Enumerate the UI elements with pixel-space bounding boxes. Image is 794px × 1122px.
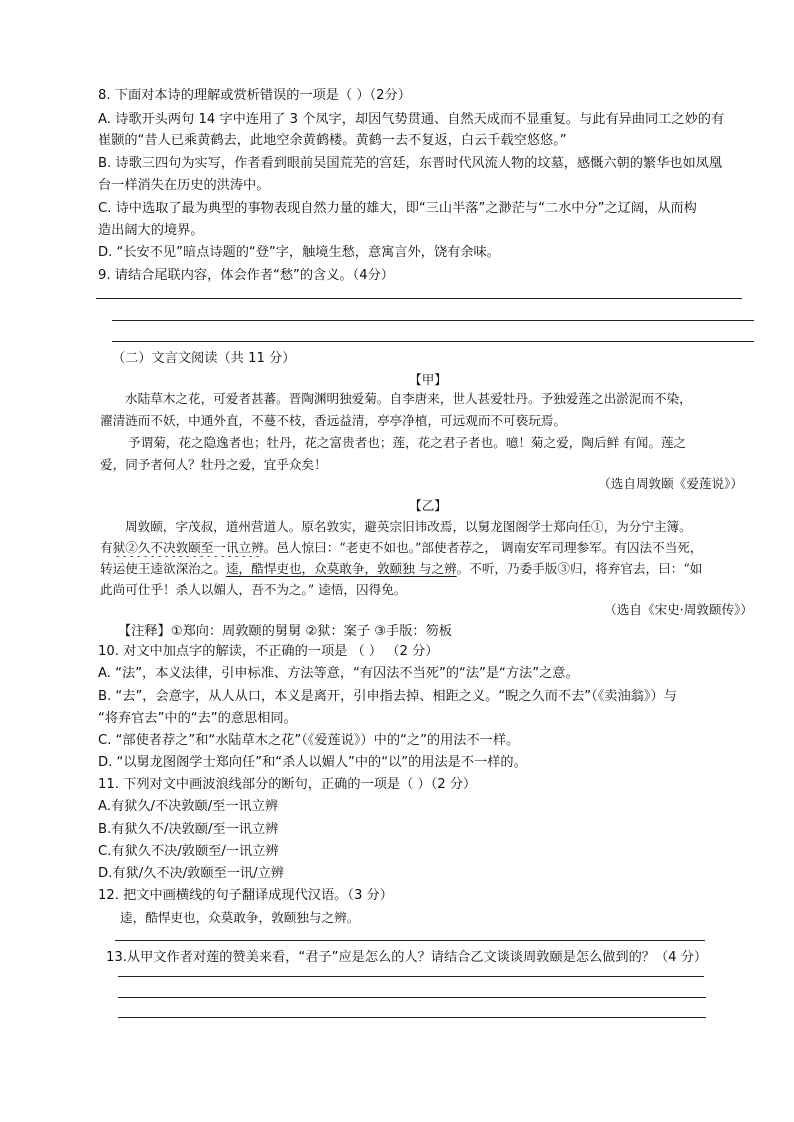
q13-stem: 13.从甲文作者对莲的赞美来看，“君子”应是怎么的人？请结合乙文谈谈周敦颐是怎么做到的？（4 分） (106, 950, 708, 965)
q11-option-c: C.有狱久不决/敦颐至/一讯立辨 (98, 844, 279, 859)
q10-option-a: A. “法”，本义法律，引申标准、方法等意，“有囚法不当死”的“法”是“方法”之意。 (98, 666, 579, 681)
passage-yi-title: 【乙】 (409, 498, 447, 513)
q10-option-b-line2: “将弃官去”中的“去”的意思相同。 (98, 711, 297, 726)
q11-option-b: B.有狱久不/决敦颐/至一讯立辨 (98, 822, 279, 837)
passage-yi-text: 有 (100, 540, 113, 555)
q10-option-d: D. “以舅龙图阁学士郑向任”和“杀人以媚人”中的“以”的用法是不一样的。 (98, 755, 527, 770)
answer-line (112, 341, 754, 342)
passage-yi-text (100, 559, 760, 578)
passage-yi-text: 。邑人惊曰：“老吏不如也。”部使者荐之， 调南安军司理参军。有囚法不当死， (263, 540, 703, 555)
q8-stem: 8. 下面对本诗的理解或赏析错误的一项是（ ）（2分） (98, 88, 411, 103)
annotation-notes: 【注释】①郑向：周敦颐的舅舅 ②狱：案子 ③手版：笏板 (118, 624, 452, 639)
passage-jia-text: 水陆草木之花，可爱者甚蕃。晋陶渊明独爱菊。自李唐来，世人甚爱牡丹。予独爱莲之出淤泥而不染， (125, 391, 692, 406)
answer-line (118, 976, 704, 977)
section-title: （二）文言文阅读（共 11 分） (112, 351, 296, 366)
passage-jia-source: （选自周敦颐《爱莲说》） (598, 476, 743, 491)
q8-option-b-line1: B. 诗歌三四句为实写，作者看到眼前吴国荒芜的宫廷，东晋时代风流人物的坟墓，感慨六朝的繁华也如凤凰 (98, 156, 723, 171)
q12-stem: 12. 把文中画横线的句子翻译成现代汉语。（3 分） (98, 888, 393, 903)
q8-option-a-line1: A. 诗歌开头两句 14 字中连用了 3 个凤字，却因气势贯通、自然天成而不显重复。与此有异曲同工之妙的有 (98, 112, 725, 127)
passage-yi-text: 。不听，乃委手版③归，将弃官去，曰：“如 (456, 561, 703, 576)
wavy-underlined-phrase: 狱②久不决敦颐至一讯立辨 (112, 540, 264, 555)
q11-option-a: A.有狱久/不决敦颐/至一讯立辨 (98, 799, 279, 814)
passage-yi-text: 转运使王逵欲深治之。 (100, 561, 226, 576)
q12-sentence: 逵，酷悍吏也，众莫敢争，敦颐独与之辨。 (120, 910, 360, 925)
q8-option-d: D. “长安不见”暗点诗题的“登”字，触境生愁，意寓言外，饶有余味。 (98, 245, 500, 260)
passage-jia-title: 【甲】 (409, 372, 447, 387)
answer-line (118, 997, 706, 998)
q9-stem: 9. 请结合尾联内容，体会作者“愁”的含义。（4分） (98, 268, 394, 283)
answer-line (112, 320, 754, 321)
q10-option-b-line1: B. “去”，会意字，从人从口，本义是离开，引申指去掉、相距之义。“睨之久而不去”（《卖油翁》）与 (98, 689, 677, 704)
q10-stem: 10. 对文中加点字的解读，不正确的一项是 （ ） （2 分） (98, 644, 439, 659)
q8-option-b-line2: 台一样消失在历史的洪涛中。 (98, 178, 270, 193)
passage-yi-text (100, 538, 760, 557)
passage-yi-source: （选自《宋史·周敦颐传》） (604, 602, 753, 617)
passage-jia-text: 爱，同予者何人？牡丹之爱，宜乎众矣！ (100, 457, 327, 472)
q10-option-c: C. “部使者荐之”和“水陆草木之花”（《爱莲说》）中的“之”的用法不一样。 (98, 733, 520, 748)
q11-option-d: D.有狱/久不决/敦颐至一讯/立辨 (98, 866, 284, 881)
passage-yi-text: 此尚可仕乎！杀人以媚人，吾不为之。” 逵悟，囚得免。 (100, 582, 407, 597)
answer-line (115, 940, 705, 941)
q8-option-c-line1: C. 诗中选取了最为典型的事物表现自然力量的雄大，即“三山半落”之渺茫与“二水中分”之辽阔，从而构 (98, 201, 697, 216)
passage-jia-text: 濯清涟而不妖，中通外直，不蔓不枝，香远益清，亭亭净植，可远观而不可亵玩焉。 (100, 413, 566, 428)
answer-line (96, 298, 742, 299)
answer-line (118, 1017, 706, 1018)
q8-option-c-line2: 造出阔大的境界。 (98, 223, 204, 238)
passage-jia-text: 予谓菊，花之隐逸者也；牡丹，花之富贵者也；莲，花之君子者也。噫！菊之爱，陶后鲜 有闻。莲之 (128, 435, 687, 450)
q11-stem: 11. 下列对文中画波浪线部分的断句，正确的一项是（ ）（2 分） (98, 777, 477, 792)
passage-yi-text: 周敦颐，字茂叔，道州营道人。原名敦实，避英宗旧讳改焉，以舅龙图阁学士郑向任①，为分宁主簿。 (125, 519, 692, 534)
q8-option-a-line2: 崔颢的“昔人已乘黄鹤去，此地空余黄鹤楼。黄鹤一去不复返，白云千载空悠悠。” (98, 133, 567, 148)
underlined-sentence: 逵，酷悍吏也，众莫敢争，敦颐独 与之辨 (225, 561, 457, 576)
